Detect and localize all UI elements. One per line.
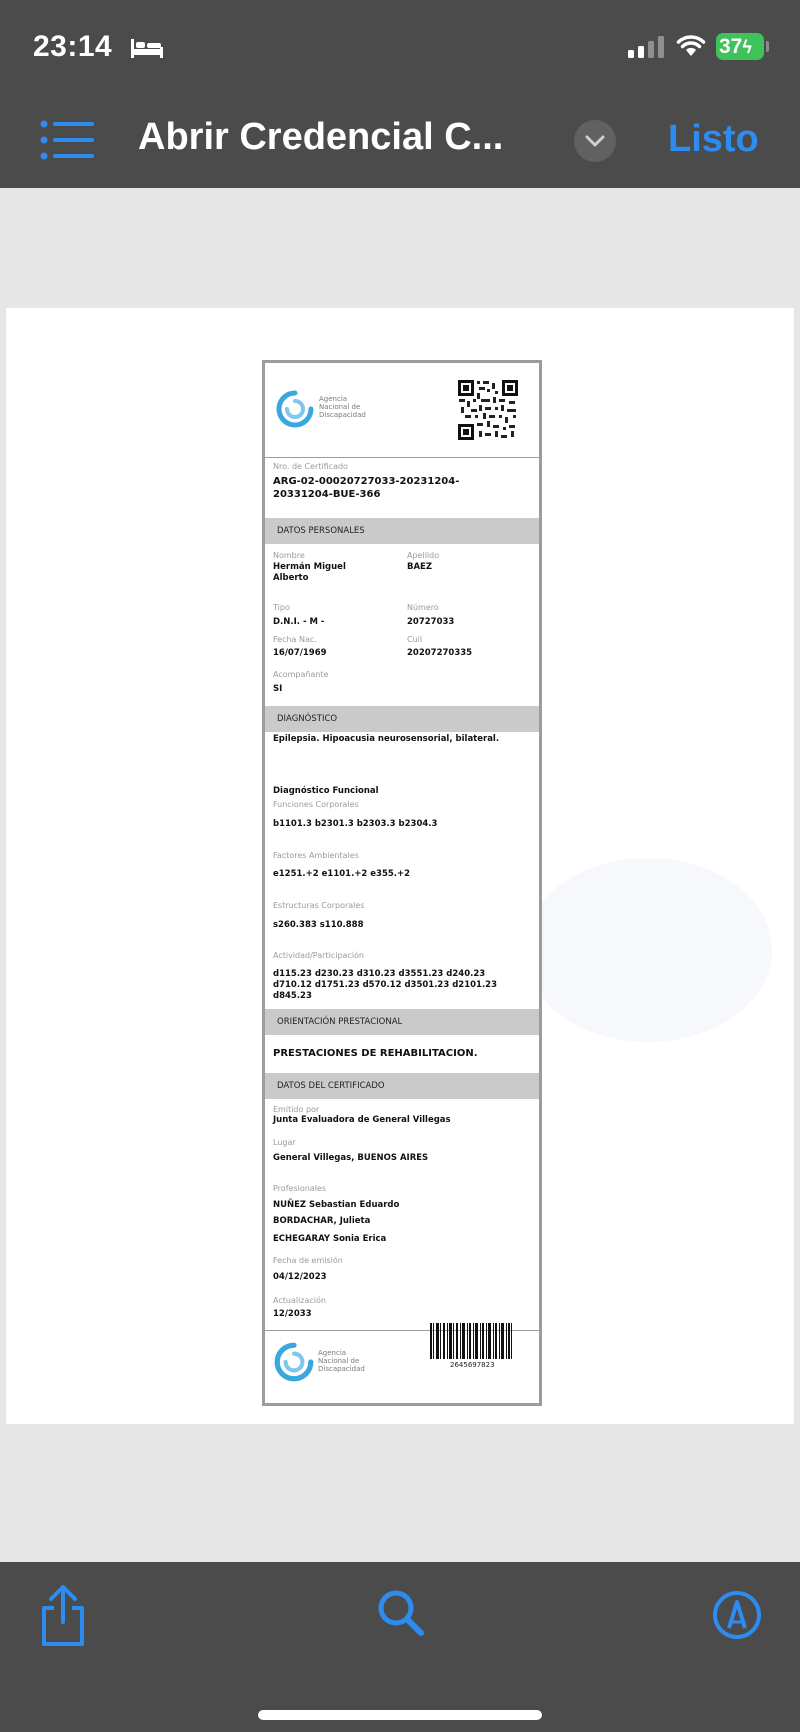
- numero-value: 20727033: [407, 617, 455, 627]
- factores-value: e1251.+2 e1101.+2 e355.+2: [273, 869, 411, 879]
- list-icon[interactable]: [40, 120, 94, 160]
- fecha-nac-value: 16/07/1969: [273, 648, 327, 658]
- actualizacion-label: Actualización: [273, 1296, 326, 1305]
- actividad-value: d115.23 d230.23 d310.23 d3551.23 d240.23 d710.12 d1751.23 d570.12 d3501.23 d2101.23 d845.23: [273, 969, 498, 1001]
- cuil-value: 20207270335: [407, 648, 473, 658]
- acompanante-value: SI: [273, 684, 283, 694]
- agency-name-footer: Agencia Nacional de Discapacidad: [318, 1349, 365, 1373]
- section-datos-personales: DATOS PERSONALES: [265, 518, 539, 544]
- tipo-value: D.N.I. - M -: [273, 617, 325, 627]
- share-icon[interactable]: [38, 1584, 88, 1648]
- estructuras-value: s260.383 s110.888: [273, 920, 364, 930]
- agency-logo-icon: [273, 1341, 315, 1383]
- lugar-label: Lugar: [273, 1138, 296, 1147]
- funciones-value: b1101.3 b2301.3 b2303.3 b2304.3: [273, 819, 438, 829]
- fecha-nac-label: Fecha Nac.: [273, 635, 317, 644]
- cuil-label: Cuil: [407, 635, 423, 644]
- fecha-emision-value: 04/12/2023: [273, 1272, 327, 1282]
- page-smudge: [524, 858, 772, 1042]
- estructuras-label: Estructuras Corporales: [273, 901, 365, 910]
- emitido-label: Emitido por: [273, 1105, 320, 1114]
- nombre-value: Hermán Miguel Alberto: [273, 562, 346, 583]
- actualizacion-value: 12/2033: [273, 1309, 312, 1319]
- top-bar: [0, 0, 800, 188]
- section-datos-certificado: DATOS DEL CERTIFICADO: [265, 1073, 539, 1099]
- certificate-number-line1: ARG-02-00020727033-20231204-: [273, 476, 460, 487]
- actividad-label: Actividad/Participación: [273, 951, 365, 960]
- chevron-down-icon: [585, 135, 605, 147]
- section-diagnostico: DIAGNÓSTICO: [265, 706, 539, 732]
- fecha-emision-label: Fecha de emisión: [273, 1256, 343, 1265]
- certificate-card: [262, 360, 542, 1406]
- markup-icon[interactable]: [712, 1590, 762, 1640]
- profesional-2: BORDACHAR, Julieta: [273, 1216, 371, 1226]
- agency-name: Agencia Nacional de Discapacidad: [319, 395, 366, 419]
- apellido-label: Apellido: [407, 551, 440, 560]
- numero-label: Número: [407, 603, 439, 612]
- lugar-value: General Villegas, BUENOS AIRES: [273, 1153, 429, 1163]
- battery-tip: [766, 41, 769, 52]
- factores-label: Factores Ambientales: [273, 851, 359, 860]
- diagnostico-value: Epilepsia. Hipoacusia neurosensorial, bilateral.: [273, 734, 500, 744]
- search-icon[interactable]: [376, 1588, 426, 1638]
- certificate-header: [265, 363, 539, 457]
- nombre-label: Nombre: [273, 551, 305, 560]
- acompanante-label: Acompañante: [273, 670, 329, 679]
- battery-indicator: [716, 33, 764, 60]
- qr-code: [457, 379, 519, 441]
- status-time: 23:14: [33, 30, 113, 63]
- apellido-value: BAEZ: [407, 562, 433, 572]
- wifi-icon: [676, 34, 706, 58]
- cellular-signal-icon: [628, 36, 666, 58]
- number-label: Nro. de Certificado: [273, 462, 348, 471]
- profesional-3: ECHEGARAY Sonia Erica: [273, 1234, 387, 1244]
- barcode-number: 2645697823: [450, 1361, 495, 1369]
- diagnostico-funcional-heading: Diagnóstico Funcional: [273, 786, 379, 796]
- bottom-toolbar: [0, 1562, 800, 1732]
- profesional-1: NUÑEZ Sebastian Eduardo: [273, 1200, 400, 1210]
- certificate-number-line2: 20331204-BUE-366: [273, 489, 381, 500]
- charging-bolt-icon: ϟ: [742, 37, 752, 57]
- title-menu-button[interactable]: [574, 120, 616, 162]
- orientacion-value: PRESTACIONES DE REHABILITACION.: [273, 1048, 478, 1059]
- pdf-page: [6, 308, 794, 1424]
- home-indicator[interactable]: [258, 1710, 542, 1720]
- funciones-label: Funciones Corporales: [273, 800, 359, 809]
- section-orientacion: ORIENTACIÓN PRESTACIONAL: [265, 1009, 539, 1035]
- done-button[interactable]: Listo: [668, 118, 759, 160]
- bed-icon: [130, 36, 164, 60]
- emitido-value: Junta Evaluadora de General Villegas: [273, 1115, 451, 1125]
- battery-level: 37: [719, 35, 743, 58]
- profesionales-label: Profesionales: [273, 1184, 326, 1193]
- document-title[interactable]: Abrir Credencial C...: [138, 116, 504, 158]
- agency-logo-icon: [275, 389, 315, 429]
- barcode: [430, 1323, 512, 1359]
- divider: [265, 457, 539, 458]
- tipo-label: Tipo: [273, 603, 290, 612]
